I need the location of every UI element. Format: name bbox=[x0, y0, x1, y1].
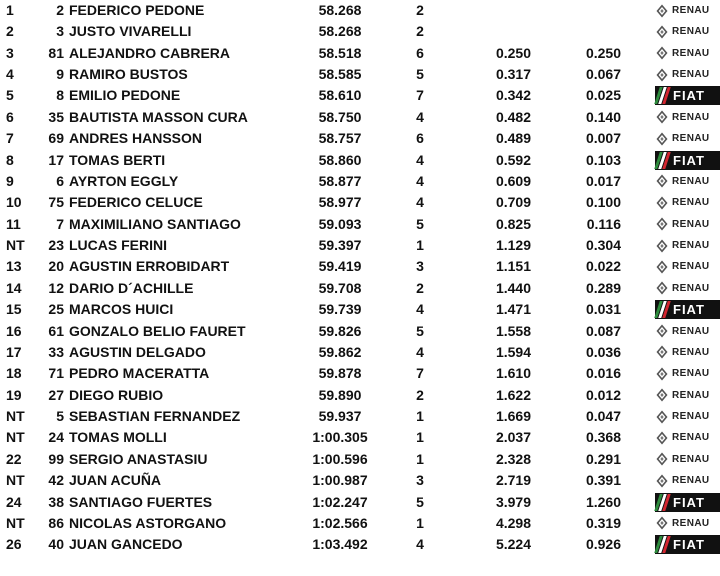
gap-cell: 4.298 bbox=[495, 514, 531, 531]
table-row bbox=[0, 470, 720, 491]
gap-cell: 1.594 bbox=[495, 343, 531, 360]
position-cell: NT bbox=[6, 514, 25, 531]
laps-cell: 3 bbox=[416, 258, 424, 275]
table-row bbox=[0, 256, 720, 277]
brand-label: FIAT bbox=[673, 537, 705, 553]
lap-time-cell: 58.610 bbox=[318, 87, 362, 104]
table-row bbox=[0, 85, 720, 106]
car-number-cell: 5 bbox=[56, 408, 64, 425]
fiat-stripes-icon bbox=[657, 152, 669, 169]
driver-name-cell: ALEJANDRO CABRERA bbox=[69, 44, 231, 61]
renault-logo bbox=[655, 257, 720, 276]
lap-time-cell: 58.977 bbox=[318, 194, 362, 211]
gap-cell: 1.622 bbox=[495, 386, 531, 403]
fiat-stripes-icon bbox=[657, 301, 669, 318]
laps-cell: 6 bbox=[416, 130, 424, 147]
car-number-cell: 81 bbox=[48, 44, 64, 61]
table-row bbox=[0, 406, 720, 427]
table-row bbox=[0, 385, 720, 406]
laps-cell: 2 bbox=[416, 386, 424, 403]
gap-cell: 2.328 bbox=[495, 450, 531, 467]
renault-diamond-icon bbox=[655, 410, 669, 424]
gap-cell: 2.719 bbox=[495, 472, 531, 489]
fiat-stripes-icon bbox=[657, 494, 669, 511]
laps-cell: 2 bbox=[416, 2, 424, 18]
renault-logo bbox=[655, 1, 720, 20]
renault-logo bbox=[655, 129, 720, 148]
laps-cell: 5 bbox=[416, 322, 424, 339]
car-number-cell: 33 bbox=[48, 343, 64, 360]
renault-logo bbox=[655, 514, 720, 533]
renault-diamond-icon bbox=[655, 68, 669, 82]
brand-label: FIAT bbox=[673, 152, 705, 168]
fiat-logo bbox=[655, 535, 720, 554]
brand-label: RENAU bbox=[672, 261, 710, 273]
interval-cell: 0.012 bbox=[585, 386, 621, 403]
car-number-cell: 12 bbox=[48, 279, 64, 296]
laps-cell: 1 bbox=[416, 514, 424, 531]
brand-label: RENAU bbox=[672, 175, 710, 187]
renault-diamond-icon bbox=[655, 474, 669, 488]
laps-cell: 4 bbox=[416, 194, 424, 211]
position-cell: 8 bbox=[6, 151, 14, 168]
brand-label: RENAU bbox=[672, 133, 710, 145]
position-cell: 22 bbox=[6, 450, 22, 467]
renault-diamond-icon bbox=[655, 174, 669, 188]
gap-cell: 1.610 bbox=[495, 365, 531, 382]
car-number-cell: 86 bbox=[48, 514, 64, 531]
laps-cell: 1 bbox=[416, 237, 424, 254]
position-cell: 26 bbox=[6, 536, 22, 553]
laps-cell: 5 bbox=[416, 215, 424, 232]
driver-name-cell: JUAN GANCEDO bbox=[69, 536, 183, 553]
brand-label: RENAU bbox=[672, 26, 710, 38]
position-cell: 24 bbox=[6, 493, 22, 510]
lap-time-cell: 58.750 bbox=[318, 108, 362, 125]
car-number-cell: 61 bbox=[48, 322, 64, 339]
interval-cell bbox=[556, 0, 621, 21]
fiat-logo bbox=[655, 86, 720, 105]
table-row bbox=[0, 278, 720, 299]
gap-cell: 1.151 bbox=[495, 258, 531, 275]
car-number-cell: 40 bbox=[48, 536, 64, 553]
renault-diamond-icon bbox=[655, 516, 669, 530]
table-row bbox=[0, 299, 720, 320]
interval-cell: 0.368 bbox=[585, 429, 621, 446]
driver-name-cell: BAUTISTA MASSON CURA bbox=[69, 108, 248, 125]
table-row bbox=[0, 0, 720, 21]
interval-cell: 0.022 bbox=[585, 258, 621, 275]
gap-cell: 0.482 bbox=[495, 108, 531, 125]
brand-label: RENAU bbox=[672, 346, 710, 358]
table-row bbox=[0, 321, 720, 342]
lap-time-cell: 1:00.987 bbox=[312, 472, 368, 489]
interval-cell: 0.250 bbox=[585, 44, 621, 61]
laps-cell: 1 bbox=[416, 408, 424, 425]
table-row bbox=[0, 363, 720, 384]
renault-diamond-icon bbox=[655, 110, 669, 124]
lap-time-cell: 1:02.247 bbox=[312, 493, 368, 510]
lap-time-cell: 59.397 bbox=[318, 237, 362, 254]
fiat-stripes-icon bbox=[657, 536, 669, 553]
renault-logo bbox=[655, 108, 720, 127]
renault-logo bbox=[655, 44, 720, 63]
brand-label: RENAU bbox=[672, 368, 710, 380]
position-cell: 10 bbox=[6, 194, 22, 211]
brand-label: RENAU bbox=[672, 69, 710, 81]
lap-time-cell: 58.757 bbox=[318, 130, 362, 147]
brand-label: FIAT bbox=[673, 494, 705, 510]
car-number-cell: 3 bbox=[56, 23, 64, 40]
interval-cell: 0.116 bbox=[586, 215, 621, 232]
brand-label: RENAU bbox=[672, 282, 710, 294]
renault-diamond-icon bbox=[655, 217, 669, 231]
lap-time-cell: 58.877 bbox=[318, 172, 362, 189]
table-row bbox=[0, 128, 720, 149]
position-cell: 16 bbox=[6, 322, 22, 339]
car-number-cell: 35 bbox=[48, 108, 64, 125]
table-row bbox=[0, 513, 720, 534]
driver-name-cell: FEDERICO CELUCE bbox=[69, 194, 203, 211]
renault-diamond-icon bbox=[655, 4, 669, 18]
position-cell: 15 bbox=[6, 301, 22, 318]
renault-logo bbox=[655, 322, 720, 341]
lap-time-cell: 58.268 bbox=[318, 2, 362, 18]
gap-cell: 0.317 bbox=[495, 66, 531, 83]
driver-name-cell: PEDRO MACERATTA bbox=[69, 365, 210, 382]
interval-cell: 0.036 bbox=[585, 343, 621, 360]
driver-name-cell: NICOLAS ASTORGANO bbox=[69, 514, 227, 531]
driver-name-cell: TOMAS MOLLI bbox=[69, 429, 167, 446]
renault-diamond-icon bbox=[655, 281, 669, 295]
laps-cell: 4 bbox=[416, 343, 424, 360]
interval-cell: 0.016 bbox=[585, 365, 621, 382]
gap-cell: 1.129 bbox=[495, 237, 531, 254]
gap-cell: 5.224 bbox=[495, 536, 531, 553]
car-number-cell: 7 bbox=[56, 215, 64, 232]
fiat-stripes-icon bbox=[657, 87, 669, 104]
interval-cell: 0.103 bbox=[585, 151, 621, 168]
car-number-cell: 8 bbox=[56, 87, 64, 104]
gap-cell: 0.342 bbox=[495, 87, 531, 104]
car-number-cell: 99 bbox=[48, 450, 64, 467]
driver-name-cell: AGUSTIN DELGADO bbox=[69, 343, 206, 360]
lap-time-cell: 59.739 bbox=[318, 301, 362, 318]
brand-label: RENAU bbox=[672, 111, 710, 123]
table-row bbox=[0, 107, 720, 128]
brand-label: RENAU bbox=[672, 5, 710, 16]
position-cell: 3 bbox=[6, 44, 14, 61]
lap-time-cell: 59.826 bbox=[318, 322, 362, 339]
driver-name-cell: FEDERICO PEDONE bbox=[69, 2, 205, 18]
brand-label: FIAT bbox=[673, 88, 705, 104]
brand-label: RENAU bbox=[672, 475, 710, 487]
gap-cell: 0.609 bbox=[495, 172, 531, 189]
driver-name-cell: RAMIRO BUSTOS bbox=[69, 66, 188, 83]
car-number-cell: 71 bbox=[48, 365, 64, 382]
table-row bbox=[0, 427, 720, 448]
interval-cell: 0.031 bbox=[585, 301, 621, 318]
driver-name-cell: AGUSTIN ERROBIDART bbox=[69, 258, 230, 275]
lap-time-cell: 59.937 bbox=[318, 408, 362, 425]
car-number-cell: 17 bbox=[48, 151, 64, 168]
renault-diamond-icon bbox=[655, 431, 669, 445]
fiat-logo bbox=[655, 151, 720, 170]
renault-logo bbox=[655, 364, 720, 383]
lap-time-cell: 59.419 bbox=[318, 258, 362, 275]
driver-name-cell: DARIO D´ACHILLE bbox=[69, 279, 194, 296]
driver-name-cell: JUSTO VIVARELLI bbox=[69, 23, 192, 40]
laps-cell: 2 bbox=[416, 23, 424, 40]
gap-cell: 2.037 bbox=[495, 429, 531, 446]
gap-cell: 1.669 bbox=[495, 408, 531, 425]
car-number-cell: 20 bbox=[48, 258, 64, 275]
laps-cell: 2 bbox=[416, 279, 424, 296]
car-number-cell: 27 bbox=[48, 386, 64, 403]
car-number-cell: 9 bbox=[56, 66, 64, 83]
brand-label: RENAU bbox=[672, 411, 710, 423]
position-cell: 7 bbox=[6, 130, 14, 147]
interval-cell: 0.007 bbox=[585, 130, 621, 147]
position-cell: NT bbox=[6, 408, 25, 425]
table-row bbox=[0, 150, 720, 171]
brand-label: RENAU bbox=[672, 389, 710, 401]
brand-label: FIAT bbox=[673, 302, 705, 318]
table-row bbox=[0, 64, 720, 85]
position-cell: NT bbox=[6, 429, 25, 446]
interval-cell: 0.067 bbox=[585, 66, 621, 83]
lap-time-cell: 59.708 bbox=[318, 279, 362, 296]
renault-logo bbox=[655, 343, 720, 362]
lap-time-cell: 58.860 bbox=[318, 151, 362, 168]
driver-name-cell: MAXIMILIANO SANTIAGO bbox=[69, 215, 241, 232]
brand-label: RENAU bbox=[672, 325, 710, 337]
position-cell: 11 bbox=[6, 215, 21, 232]
brand-label: RENAU bbox=[672, 432, 710, 444]
gap-cell bbox=[466, 21, 531, 42]
brand-label: RENAU bbox=[672, 453, 710, 465]
interval-cell: 0.926 bbox=[585, 536, 621, 553]
table-row bbox=[0, 342, 720, 363]
renault-logo bbox=[655, 193, 720, 212]
car-number-cell: 23 bbox=[48, 237, 64, 254]
table-row bbox=[0, 43, 720, 64]
table-row bbox=[0, 171, 720, 192]
car-number-cell: 75 bbox=[48, 194, 64, 211]
lap-time-cell: 58.268 bbox=[318, 23, 362, 40]
lap-time-cell: 59.093 bbox=[318, 215, 362, 232]
brand-label: RENAU bbox=[672, 197, 710, 209]
renault-logo bbox=[655, 407, 720, 426]
interval-cell: 0.289 bbox=[585, 279, 621, 296]
position-cell: 18 bbox=[6, 365, 22, 382]
gap-cell bbox=[466, 0, 531, 21]
renault-diamond-icon bbox=[655, 239, 669, 253]
interval-cell: 0.087 bbox=[585, 322, 621, 339]
driver-name-cell: JUAN ACUÑA bbox=[69, 472, 162, 489]
laps-cell: 4 bbox=[416, 301, 424, 318]
fiat-logo bbox=[655, 300, 720, 319]
brand-label: RENAU bbox=[672, 47, 710, 59]
renault-logo bbox=[655, 450, 720, 469]
car-number-cell: 38 bbox=[48, 493, 64, 510]
interval-cell: 0.391 bbox=[585, 472, 621, 489]
lap-time-cell: 59.878 bbox=[318, 365, 362, 382]
car-number-cell: 6 bbox=[56, 172, 64, 189]
renault-diamond-icon bbox=[655, 46, 669, 60]
interval-cell: 0.017 bbox=[585, 172, 621, 189]
renault-logo bbox=[655, 215, 720, 234]
renault-diamond-icon bbox=[655, 196, 669, 210]
renault-logo bbox=[655, 236, 720, 255]
driver-name-cell: SERGIO ANASTASIU bbox=[69, 450, 208, 467]
brand-label: RENAU bbox=[672, 218, 710, 230]
table-row bbox=[0, 235, 720, 256]
car-number-cell: 69 bbox=[48, 130, 64, 147]
lap-time-cell: 58.518 bbox=[318, 44, 362, 61]
position-cell: 9 bbox=[6, 172, 14, 189]
position-cell: NT bbox=[6, 237, 25, 254]
lap-time-cell: 1:00.596 bbox=[312, 450, 368, 467]
lap-time-cell: 1:02.566 bbox=[312, 514, 368, 531]
interval-cell: 0.047 bbox=[585, 408, 621, 425]
position-cell: 5 bbox=[6, 87, 14, 104]
table-row bbox=[0, 214, 720, 235]
table-row bbox=[0, 449, 720, 470]
interval-cell: 0.319 bbox=[585, 514, 621, 531]
laps-cell: 6 bbox=[416, 44, 424, 61]
table-row bbox=[0, 534, 720, 555]
driver-name-cell: ANDRES HANSSON bbox=[69, 130, 203, 147]
interval-cell: 0.140 bbox=[585, 108, 621, 125]
car-number-cell: 2 bbox=[56, 2, 64, 18]
position-cell: NT bbox=[6, 472, 25, 489]
renault-logo bbox=[655, 471, 720, 490]
gap-cell: 1.471 bbox=[495, 301, 531, 318]
position-cell: 14 bbox=[6, 279, 22, 296]
renault-diamond-icon bbox=[655, 25, 669, 39]
laps-cell: 1 bbox=[416, 450, 424, 467]
driver-name-cell: LUCAS FERINI bbox=[69, 237, 167, 254]
laps-cell: 5 bbox=[416, 66, 424, 83]
renault-diamond-icon bbox=[655, 452, 669, 466]
gap-cell: 0.489 bbox=[495, 130, 531, 147]
driver-name-cell: SANTIAGO FUERTES bbox=[69, 493, 213, 510]
laps-cell: 4 bbox=[416, 536, 424, 553]
laps-cell: 5 bbox=[416, 493, 424, 510]
interval-cell bbox=[556, 21, 621, 42]
gap-cell: 1.558 bbox=[495, 322, 531, 339]
lap-time-cell: 59.890 bbox=[318, 386, 362, 403]
driver-name-cell: AYRTON EGGLY bbox=[69, 172, 179, 189]
car-number-cell: 25 bbox=[48, 301, 64, 318]
driver-name-cell: MARCOS HUICI bbox=[69, 301, 174, 318]
gap-cell: 3.979 bbox=[495, 493, 531, 510]
table-row bbox=[0, 192, 720, 213]
fiat-logo bbox=[655, 493, 720, 512]
renault-logo bbox=[655, 428, 720, 447]
laps-cell: 7 bbox=[416, 365, 424, 382]
lap-time-cell: 1:00.305 bbox=[312, 429, 368, 446]
renault-logo bbox=[655, 386, 720, 405]
laps-cell: 4 bbox=[416, 151, 424, 168]
driver-name-cell: GONZALO BELIO FAURET bbox=[69, 322, 246, 339]
laps-cell: 7 bbox=[416, 87, 424, 104]
renault-diamond-icon bbox=[655, 388, 669, 402]
interval-cell: 0.291 bbox=[585, 450, 621, 467]
table-row bbox=[0, 492, 720, 513]
position-cell: 4 bbox=[6, 66, 14, 83]
interval-cell: 0.100 bbox=[585, 194, 621, 211]
lap-time-cell: 58.585 bbox=[318, 66, 362, 83]
gap-cell: 0.592 bbox=[495, 151, 531, 168]
table-row bbox=[0, 21, 720, 42]
renault-diamond-icon bbox=[655, 132, 669, 146]
laps-cell: 4 bbox=[416, 108, 424, 125]
renault-diamond-icon bbox=[655, 260, 669, 274]
laps-cell: 3 bbox=[416, 472, 424, 489]
driver-name-cell: SEBASTIAN FERNANDEZ bbox=[69, 408, 241, 425]
renault-logo bbox=[655, 279, 720, 298]
renault-logo bbox=[655, 172, 720, 191]
renault-logo bbox=[655, 65, 720, 84]
gap-cell: 1.440 bbox=[495, 279, 531, 296]
lap-time-cell: 1:03.492 bbox=[312, 536, 368, 553]
renault-diamond-icon bbox=[655, 324, 669, 338]
driver-name-cell: TOMAS BERTI bbox=[69, 151, 166, 168]
brand-label: RENAU bbox=[672, 517, 710, 529]
position-cell: 1 bbox=[6, 2, 14, 18]
position-cell: 6 bbox=[6, 108, 14, 125]
renault-diamond-icon bbox=[655, 345, 669, 359]
lap-time-cell: 59.862 bbox=[318, 343, 362, 360]
renault-diamond-icon bbox=[655, 367, 669, 381]
car-number-cell: 24 bbox=[48, 429, 64, 446]
gap-cell: 0.825 bbox=[495, 215, 531, 232]
position-cell: 2 bbox=[6, 23, 14, 40]
car-number-cell: 42 bbox=[48, 472, 64, 489]
gap-cell: 0.250 bbox=[495, 44, 531, 61]
driver-name-cell: DIEGO RUBIO bbox=[69, 386, 164, 403]
gap-cell: 0.709 bbox=[495, 194, 531, 211]
renault-logo bbox=[655, 22, 720, 41]
driver-name-cell: EMILIO PEDONE bbox=[69, 87, 181, 104]
laps-cell: 1 bbox=[416, 429, 424, 446]
laps-cell: 4 bbox=[416, 172, 424, 189]
position-cell: 17 bbox=[6, 343, 22, 360]
interval-cell: 0.025 bbox=[585, 87, 621, 104]
position-cell: 19 bbox=[6, 386, 22, 403]
position-cell: 13 bbox=[6, 258, 22, 275]
interval-cell: 1.260 bbox=[585, 493, 621, 510]
brand-label: RENAU bbox=[672, 240, 710, 252]
interval-cell: 0.304 bbox=[585, 237, 621, 254]
